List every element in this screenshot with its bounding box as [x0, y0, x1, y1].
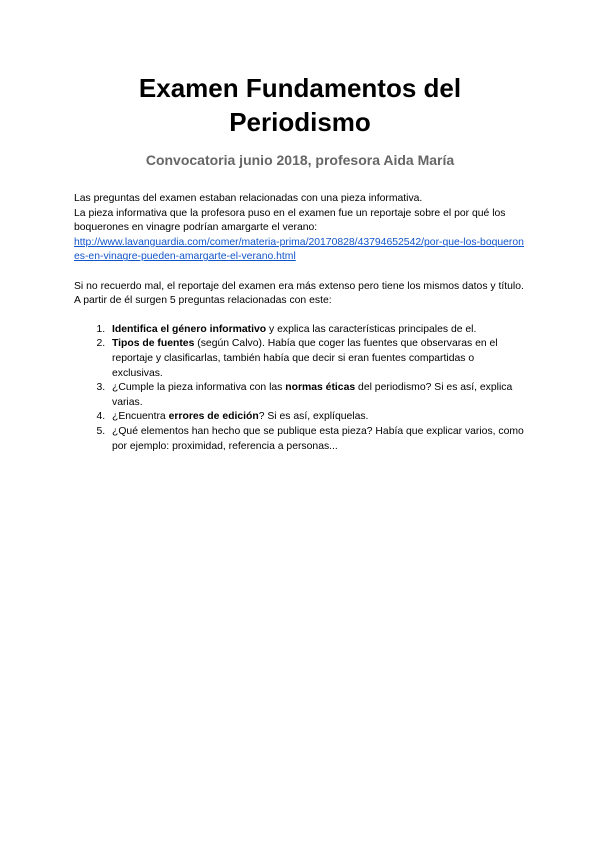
question-item: 3. ¿Cumple la pieza informativa con las normas éticas del periodismo? Si es así, explica varias.	[108, 381, 526, 410]
document-body	[74, 192, 526, 454]
intro-line-2: La pieza informativa que la profesora puso en el examen fue un reportaje sobre el por qué los boquerones en vinagre podrían amargarte el verano:	[74, 207, 506, 234]
document-subtitle: Convocatoria junio 2018, profesora Aida María	[145, 152, 455, 168]
question-item: 1. Identifica el género informativo y explica las características principales de el.	[108, 323, 526, 338]
document-title: Examen Fundamentos del Periodismo	[138, 73, 462, 137]
question-keyword: errores de edición	[168, 411, 259, 423]
question-item: 5. ¿Qué elementos han hecho que se publique esta pieza? Había que explicar varios, como por ejemplo: proximidad, referencia a personas...	[108, 425, 526, 454]
question-keyword: Tipos de fuentes	[112, 338, 195, 350]
article-link[interactable]: http://www.lavanguardia.com/comer/materia-prima/20170828/43794652542/por-que-los-boquerones-en-vinagre-pueden-amargarte-el-verano.html	[74, 236, 524, 263]
paragraph-spacer	[74, 265, 526, 280]
questions-list	[74, 323, 526, 454]
question-keyword: normas éticas	[285, 382, 356, 394]
paragraph-2: Si no recuerdo mal, el reportaje del examen era más extenso pero tiene los mismos datos y título. A partir de él surgen 5 preguntas relacionadas con este:	[74, 280, 524, 307]
question-keyword: Identifica el género informativo	[112, 323, 267, 335]
question-item: 4. ¿Encuentra errores de edición? Si es así, explíquelas.	[108, 410, 526, 425]
intro-line-1: Las preguntas del examen estaban relacionadas con una pieza informativa.	[74, 193, 423, 204]
question-item: 2. Tipos de fuentes (según Calvo). Había que coger las fuentes que observaras en el reportaje y clasificarlas, también había que decir si eran fuentes compartidas o exclusivas.	[108, 337, 526, 381]
